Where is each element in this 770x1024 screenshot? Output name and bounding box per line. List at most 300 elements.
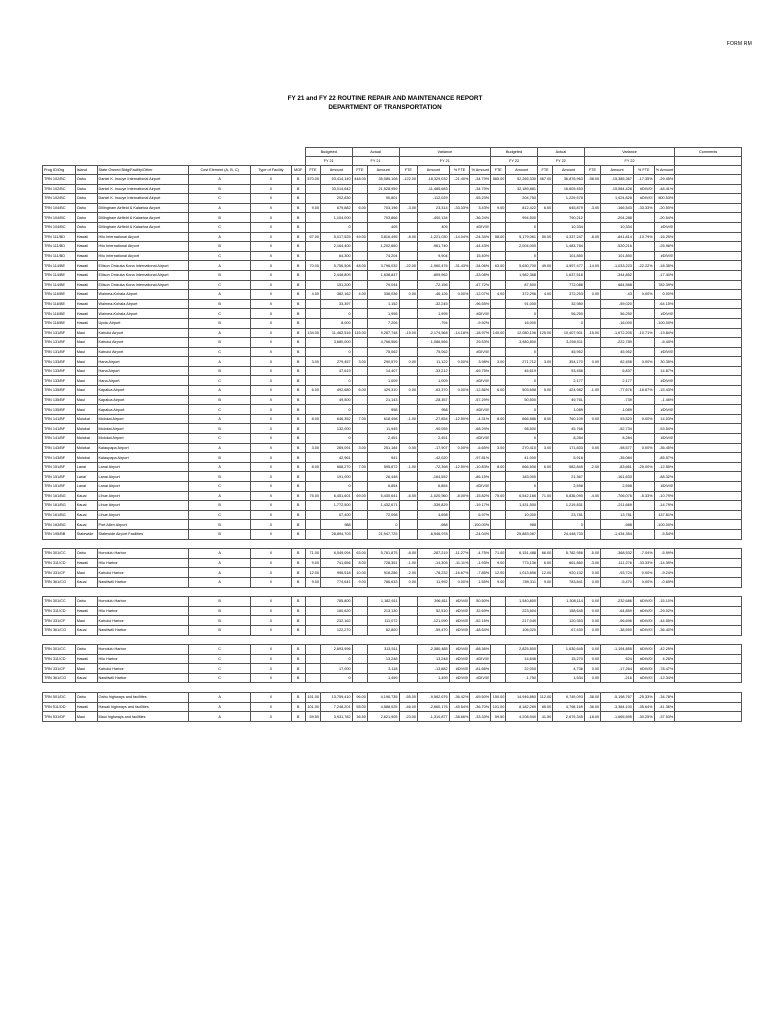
table-cell xyxy=(449,299,470,309)
table-cell: 10,407,901 xyxy=(553,328,585,338)
table-cell: 666,586 xyxy=(506,414,538,424)
column-header: Type of Facility xyxy=(251,166,291,175)
column-header: Prog ID/Org xyxy=(43,166,76,175)
column-header: FTE xyxy=(399,166,418,175)
table-cell: 4,798,169 xyxy=(553,702,585,712)
table-cell: Molokai xyxy=(75,453,97,463)
table-cell: 72,098 xyxy=(367,510,399,520)
table-cell: B xyxy=(189,213,251,223)
table-cell xyxy=(537,673,552,683)
table-cell: -47.72% xyxy=(470,280,491,290)
table-cell: C xyxy=(189,280,251,290)
table-cell: C xyxy=(189,405,251,415)
table-row xyxy=(43,395,742,405)
table-cell: TRN 114/BE xyxy=(43,261,76,271)
table-cell: -14.04% xyxy=(449,232,470,242)
table-cell: B xyxy=(291,625,305,635)
table-cell: -211,669 xyxy=(601,501,634,511)
table-cell: 3.00 xyxy=(352,443,367,453)
table-cell xyxy=(449,472,470,482)
table-cell xyxy=(352,280,367,290)
table-cell: #DIV/0! xyxy=(449,616,470,626)
column-header: State Owned Bldg/Facility/Other xyxy=(97,166,189,175)
table-cell: A xyxy=(189,693,251,703)
table-cell: TRN 161/BG xyxy=(43,510,76,520)
spacer-row xyxy=(43,587,742,597)
spacer-cell xyxy=(43,635,742,645)
table-cell xyxy=(537,270,552,280)
table-cell xyxy=(584,242,600,252)
table-cell: X xyxy=(251,472,291,482)
table-cell: Hawaii xyxy=(75,702,97,712)
table-cell: 4,588,025 xyxy=(367,702,399,712)
table-cell: B xyxy=(291,242,305,252)
table-cell: 132,000 xyxy=(321,424,353,434)
table-cell: 988 xyxy=(321,520,353,530)
table-cell: X xyxy=(251,232,291,242)
table-cell: 0.00% xyxy=(633,357,654,367)
table-cell: X xyxy=(251,251,291,261)
table-cell xyxy=(352,472,367,482)
table-cell xyxy=(491,529,506,539)
table-cell: Maui xyxy=(75,347,97,357)
table-cell: 11,462,516 xyxy=(321,328,353,338)
table-cell xyxy=(537,405,552,415)
table-cell: Lanai xyxy=(75,462,97,472)
table-cell: B xyxy=(291,482,305,492)
table-cell xyxy=(305,472,320,482)
table-cell: 14,646 xyxy=(506,654,538,664)
table-cell: 5,179,061 xyxy=(506,232,538,242)
table-cell: TRN 141/BF xyxy=(43,424,76,434)
table-cell xyxy=(537,222,552,232)
table-cell: #DIV/0! xyxy=(633,606,654,616)
table-cell: X xyxy=(251,443,291,453)
table-cell: B xyxy=(189,318,251,328)
table-cell: 8,182,269 xyxy=(506,702,538,712)
table-cell: B xyxy=(291,280,305,290)
table-cell: -15.10% xyxy=(654,597,675,607)
table-cell: Kapalua Airport xyxy=(97,386,189,396)
table-cell xyxy=(491,299,506,309)
table-cell: 82,458 xyxy=(601,357,634,367)
table-cell: 2,451 xyxy=(367,434,399,444)
comments-cell xyxy=(675,175,742,185)
table-cell: -6.40% xyxy=(654,338,675,348)
table-cell: B xyxy=(291,270,305,280)
table-cell: Nawiliwili Harbor xyxy=(97,577,189,587)
table-cell xyxy=(537,395,552,405)
table-cell: -21.40% xyxy=(449,175,470,185)
table-cell xyxy=(352,251,367,261)
table-cell: 1,009 xyxy=(418,376,450,386)
table-cell: -18.00 xyxy=(584,712,600,722)
table-cell: 1,024,828 xyxy=(601,194,634,204)
table-cell: 52,265,330 xyxy=(506,175,538,185)
table-row xyxy=(43,299,742,309)
table-cell: B xyxy=(291,673,305,683)
table-cell: TRN 141/BF xyxy=(43,414,76,424)
table-cell xyxy=(491,482,506,492)
table-cell: 0 xyxy=(321,434,353,444)
table-row xyxy=(43,366,742,376)
table-cell xyxy=(633,338,654,348)
table-cell: B xyxy=(291,510,305,520)
table-cell xyxy=(352,616,367,626)
table-cell: 8.00 xyxy=(537,414,552,424)
table-cell: #DIV/0! xyxy=(470,347,491,357)
table-cell: -1,672,205 xyxy=(601,328,634,338)
table-cell: 41.50 xyxy=(537,712,552,722)
table-cell xyxy=(449,347,470,357)
table-cell: 10,000 xyxy=(506,510,538,520)
table-cell xyxy=(305,184,320,194)
table-cell: X xyxy=(251,203,291,213)
table-cell: -57.29% xyxy=(470,395,491,405)
table-cell xyxy=(633,251,654,261)
table-cell: 5.00 xyxy=(537,386,552,396)
table-cell xyxy=(352,347,367,357)
table-cell xyxy=(584,318,600,328)
table-cell: Hawaii xyxy=(75,606,97,616)
table-cell: 23,781 xyxy=(553,510,585,520)
table-cell: 565.00 xyxy=(491,175,506,185)
table-cell: X xyxy=(251,261,291,271)
table-cell: X xyxy=(251,616,291,626)
table-cell: 23,314 xyxy=(418,203,450,213)
table-cell: X xyxy=(251,366,291,376)
table-cell: X xyxy=(251,568,291,578)
table-cell: 703,866 xyxy=(367,213,399,223)
table-cell xyxy=(305,673,320,683)
table-cell xyxy=(537,299,552,309)
table-cell: -34.78% xyxy=(654,693,675,703)
report-title xyxy=(0,94,770,112)
table-row xyxy=(43,347,742,357)
table-cell: B xyxy=(189,184,251,194)
table-cell: -35,084 xyxy=(601,453,634,463)
table-cell: B xyxy=(291,702,305,712)
table-cell: Dillingham Airfield & Kalaeloa Airport xyxy=(97,213,189,223)
table-row xyxy=(43,386,742,396)
table-cell: Nawiliwili Harbor xyxy=(97,673,189,683)
table-cell: 0.00 xyxy=(584,616,600,626)
table-cell: #DIV/0! xyxy=(654,251,675,261)
table-cell xyxy=(352,510,367,520)
table-row xyxy=(43,597,742,607)
table-cell: 28,894,703 xyxy=(321,529,353,539)
table-cell: -36.70% xyxy=(470,702,491,712)
table-cell: 790,212 xyxy=(553,213,585,223)
table-cell xyxy=(449,510,470,520)
table-cell: 4,597,477 xyxy=(553,261,585,271)
table-cell: 0.00 xyxy=(584,673,600,683)
table-cell: 0.00 xyxy=(399,357,418,367)
table-cell xyxy=(537,645,552,655)
table-cell: 26,448 xyxy=(367,472,399,482)
table-cell: 0 xyxy=(506,376,538,386)
table-cell: X xyxy=(251,712,291,722)
table-cell xyxy=(584,270,600,280)
table-cell: -4.00 xyxy=(584,491,600,501)
table-cell xyxy=(352,424,367,434)
table-cell xyxy=(449,318,470,328)
comments-cell xyxy=(675,424,742,434)
table-cell: 63.00 xyxy=(491,261,506,271)
table-cell: -10.71% xyxy=(633,328,654,338)
table-cell xyxy=(491,606,506,616)
table-cell: #DIV/0! xyxy=(654,405,675,415)
table-cell xyxy=(449,434,470,444)
table-cell: TRN 104/BC xyxy=(43,222,76,232)
table-cell: -42.29% xyxy=(654,645,675,655)
table-cell: A xyxy=(189,443,251,453)
table-cell xyxy=(584,280,600,290)
table-cell: 9,287,748 xyxy=(367,328,399,338)
table-cell: -3.00 xyxy=(584,558,600,568)
table-cell xyxy=(305,597,320,607)
table-cell xyxy=(399,280,418,290)
table-row xyxy=(43,702,742,712)
comments-cell xyxy=(675,366,742,376)
table-cell: -17,907 xyxy=(418,443,450,453)
table-cell: #DIV/0! xyxy=(449,625,470,635)
table-cell: X xyxy=(251,664,291,674)
table-cell xyxy=(305,424,320,434)
table-cell: 1,308,114 xyxy=(553,597,585,607)
comments-cell xyxy=(675,309,742,319)
table-cell: 774,641 xyxy=(321,577,353,587)
table-cell: C xyxy=(189,673,251,683)
table-cell: 1,638,847 xyxy=(367,270,399,280)
table-cell xyxy=(491,424,506,434)
table-cell: 69.00 xyxy=(352,491,367,501)
table-cell: 160,620 xyxy=(321,606,353,616)
table-cell: -46,126 xyxy=(418,290,450,300)
table-cell: 4,196,735 xyxy=(367,693,399,703)
table-cell: 3,118 xyxy=(367,664,399,674)
table-cell: X xyxy=(251,702,291,712)
table-cell: 958 xyxy=(418,405,450,415)
table-cell: Hawaii xyxy=(75,318,97,328)
table-cell: #DIV/0! xyxy=(633,664,654,674)
comments-cell xyxy=(675,357,742,367)
table-cell: A xyxy=(189,232,251,242)
table-cell: X xyxy=(251,290,291,300)
table-cell: TRN 114/BE xyxy=(43,280,76,290)
table-cell xyxy=(633,453,654,463)
table-cell: Lihue Airport xyxy=(97,491,189,501)
table-cell: -4.31% xyxy=(470,414,491,424)
table-cell xyxy=(305,213,320,223)
table-cell xyxy=(537,664,552,674)
table-cell: -98.00 xyxy=(584,175,600,185)
table-cell: A xyxy=(189,558,251,568)
table-cell: B xyxy=(291,491,305,501)
table-cell xyxy=(584,184,600,194)
table-cell: C xyxy=(189,434,251,444)
table-cell: Oahu xyxy=(75,222,97,232)
table-cell: B xyxy=(291,232,305,242)
table-cell: -7.85% xyxy=(470,568,491,578)
table-cell: TRN 301/CC xyxy=(43,549,76,559)
table-cell xyxy=(399,222,418,232)
table-cell: Honolulu Harbor xyxy=(97,645,189,655)
table-cell: 313,511 xyxy=(367,645,399,655)
table-cell: 21,528,959 xyxy=(367,184,399,194)
table-cell: X xyxy=(251,482,291,492)
table-cell: -48.41% xyxy=(654,184,675,194)
table-cell: 3.00 xyxy=(537,443,552,453)
table-cell: 661,860 xyxy=(553,558,585,568)
table-cell: -1,960,476 xyxy=(418,261,450,271)
comments-cell xyxy=(675,434,742,444)
table-cell: B xyxy=(291,606,305,616)
table-cell xyxy=(399,529,418,539)
table-cell: 48.00 xyxy=(352,261,367,271)
table-cell: 96.00 xyxy=(352,693,367,703)
table-cell: B xyxy=(291,616,305,626)
table-cell xyxy=(537,510,552,520)
table-cell: -2,174,568 xyxy=(418,328,450,338)
comments-cell xyxy=(675,664,742,674)
table-cell: A xyxy=(189,462,251,472)
table-cell: Kalaupapa Airport xyxy=(97,453,189,463)
table-cell: B xyxy=(291,386,305,396)
spacer-cell xyxy=(43,683,742,693)
table-row xyxy=(43,318,742,328)
table-row xyxy=(43,175,742,185)
table-cell: B xyxy=(189,242,251,252)
table-cell: -6,946,978 xyxy=(418,529,450,539)
table-cell: X xyxy=(251,347,291,357)
table-cell: -59,470 xyxy=(418,625,450,635)
table-cell xyxy=(633,222,654,232)
table-cell: 45,952 xyxy=(601,347,634,357)
table-cell: 0.00 xyxy=(584,443,600,453)
table-cell: 71.00 xyxy=(305,549,320,559)
table-cell: 0.00% xyxy=(633,443,654,453)
table-cell: 500.53% xyxy=(654,194,675,204)
actual-fy21-year: FY 21 xyxy=(352,157,399,166)
table-cell: 33,014,642 xyxy=(321,184,353,194)
table-cell: -5.00 xyxy=(584,549,600,559)
table-cell: -36.42% xyxy=(449,693,470,703)
table-cell: 0 xyxy=(321,482,353,492)
table-cell: -6.65% xyxy=(470,443,491,453)
table-cell: -46.00 xyxy=(399,702,418,712)
table-cell: Kauai xyxy=(75,673,97,683)
table-cell: 46,619 xyxy=(506,366,538,376)
table-cell: 0 xyxy=(321,673,353,683)
table-cell: 424,982 xyxy=(553,386,585,396)
table-cell: Maui xyxy=(75,376,97,386)
table-cell xyxy=(352,395,367,405)
table-cell: Hana Airport xyxy=(97,366,189,376)
table-cell xyxy=(491,376,506,386)
table-cell: 32.69% xyxy=(470,606,491,616)
table-cell: TRN 131/BF xyxy=(43,328,76,338)
table-row xyxy=(43,270,742,280)
table-cell: 467.00 xyxy=(537,175,552,185)
comments-cell xyxy=(675,299,742,309)
table-cell: 1,089 xyxy=(553,405,585,415)
table-cell: TRN 111/BD xyxy=(43,251,76,261)
table-cell xyxy=(633,318,654,328)
table-cell: -2.00 xyxy=(399,568,418,578)
table-cell: 1,013,856 xyxy=(506,568,538,578)
column-header: % FTE xyxy=(449,166,470,175)
table-cell: 6.00 xyxy=(537,203,552,213)
table-cell: -8.00 xyxy=(584,232,600,242)
table-row xyxy=(43,520,742,530)
table-cell: B xyxy=(291,318,305,328)
table-cell: B xyxy=(291,654,305,664)
table-cell: 71.00 xyxy=(537,491,552,501)
table-cell: -20.50% xyxy=(654,203,675,213)
table-cell: TRN 331/CF xyxy=(43,568,76,578)
table-cell: Lihue Airport xyxy=(97,501,189,511)
table-cell: -1,033,223 xyxy=(601,261,634,271)
table-cell: -44.43% xyxy=(470,242,491,252)
table-cell: TRN 301/CC xyxy=(43,645,76,655)
table-cell: 6,854 xyxy=(367,482,399,492)
table-cell xyxy=(537,242,552,252)
table-cell: 0.00 xyxy=(584,606,600,616)
table-cell: 0.00 xyxy=(584,414,600,424)
table-cell: 5,836,090 xyxy=(553,491,585,501)
table-cell: -33.33% xyxy=(470,712,491,722)
table-cell: #DIV/0! xyxy=(449,673,470,683)
table-cell: -96,696 xyxy=(601,616,634,626)
table-cell: 8,284 xyxy=(553,434,585,444)
table-cell: -55.23% xyxy=(470,194,491,204)
table-cell xyxy=(449,242,470,252)
table-cell: 101.00 xyxy=(305,702,320,712)
table-cell xyxy=(399,242,418,252)
table-cell: A xyxy=(189,175,251,185)
table-cell: -12.34% xyxy=(654,673,675,683)
table-cell: A xyxy=(189,414,251,424)
comments-cell xyxy=(675,673,742,683)
table-cell xyxy=(305,625,320,635)
table-cell: 0 xyxy=(506,222,538,232)
table-cell: X xyxy=(251,424,291,434)
table-cell: -28,357 xyxy=(418,395,450,405)
table-cell: 0 xyxy=(506,482,538,492)
table-cell: B xyxy=(291,251,305,261)
table-cell xyxy=(584,395,600,405)
table-cell: 137.81% xyxy=(654,510,675,520)
table-cell: 1,534 xyxy=(553,673,585,683)
table-cell: -38.00 xyxy=(584,693,600,703)
comments-cell xyxy=(675,558,742,568)
table-row xyxy=(43,606,742,616)
table-cell: -1.00 xyxy=(399,462,418,472)
table-cell: Lanai xyxy=(75,482,97,492)
table-cell: 4.00 xyxy=(352,290,367,300)
actual-fy22-header: Actual xyxy=(537,148,584,157)
table-cell: B xyxy=(291,213,305,223)
table-cell: 21,947,725 xyxy=(367,529,399,539)
table-cell: 6,542,166 xyxy=(506,491,538,501)
table-cell xyxy=(399,184,418,194)
comments-cell xyxy=(675,654,742,664)
column-header: FTE xyxy=(491,166,506,175)
table-cell xyxy=(633,366,654,376)
table-row xyxy=(43,309,742,319)
table-cell xyxy=(305,529,320,539)
